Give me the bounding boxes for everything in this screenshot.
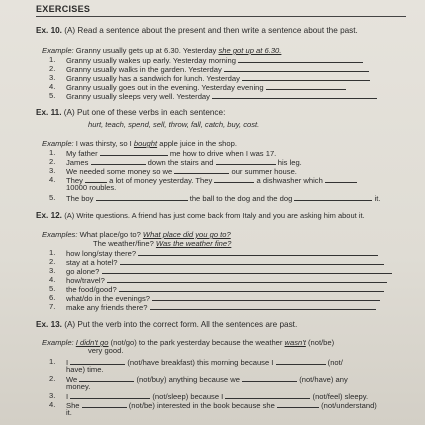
- answer-blank[interactable]: [100, 148, 168, 156]
- answer-blank[interactable]: [91, 157, 146, 165]
- item-number: 2.: [49, 157, 56, 166]
- example-label: Example:: [42, 338, 74, 347]
- answer-blank[interactable]: [150, 302, 376, 310]
- item-text: a lot of money yesterday. They: [109, 176, 213, 185]
- answer-blank[interactable]: [225, 391, 310, 399]
- answer-blank[interactable]: [216, 157, 276, 165]
- example-answer: Was the weather fine?: [155, 239, 232, 248]
- item-number: 4.: [49, 275, 56, 284]
- answer-blank[interactable]: [238, 55, 363, 63]
- ex13-item-2-cont: money.: [66, 382, 91, 391]
- item-text: Granny usually goes out in the evening. Yesterday evening: [66, 83, 264, 92]
- ex11-number: Ex. 11.: [36, 108, 62, 117]
- item-number: 3.: [49, 266, 56, 275]
- item-number: 3.: [49, 73, 56, 82]
- answer-blank[interactable]: [85, 175, 107, 183]
- item-text: I: [66, 392, 69, 401]
- answer-blank[interactable]: [138, 248, 378, 256]
- example-text: apple juice in the shop.: [159, 139, 237, 148]
- example-text: Granny usually gets up at 6.30. Yesterday: [75, 46, 217, 55]
- answer-blank[interactable]: [212, 91, 377, 99]
- item-text: Granny usually has a sandwich for lunch. Yesterday: [66, 74, 240, 83]
- item-text: (not/have) any: [299, 375, 348, 384]
- answer-blank[interactable]: [242, 73, 370, 81]
- ex12-item-7: [66, 302, 376, 312]
- ex13-item-1: [66, 357, 343, 367]
- item-number: 2.: [49, 374, 56, 383]
- ex12-instruction: (A) Write questions. A friend has just come back from Italy and you are asking him about it.: [64, 211, 365, 220]
- ex12-example-2: [93, 239, 231, 248]
- item-text: what/do in the evenings?: [66, 294, 151, 303]
- item-text: Granny usually wakes up early. Yesterday morning: [66, 56, 236, 65]
- answer-blank[interactable]: [120, 257, 384, 265]
- item-number: 1.: [49, 248, 56, 257]
- example-label: Example:: [42, 46, 74, 55]
- item-text: Granny usually walks in the garden. Yesterday: [66, 65, 222, 74]
- answer-blank[interactable]: [107, 275, 387, 283]
- item-number: 3.: [49, 166, 56, 175]
- example-label: Example:: [42, 139, 74, 148]
- example-text: (not/go) to the park yesterday because the weather: [110, 338, 283, 347]
- answer-blank[interactable]: [82, 400, 127, 408]
- ex13-instruction: (A) Put the verb into the correct form. All the sentences are past.: [64, 320, 298, 329]
- example-text: (not/be): [307, 338, 335, 347]
- item-text: (not/be) interested in the book because she: [128, 401, 275, 410]
- item-text: make any friends there?: [66, 303, 148, 312]
- ex13-example: [42, 338, 334, 347]
- example-answer: wasn't: [284, 338, 306, 347]
- ex13-heading: [36, 320, 297, 330]
- answer-blank[interactable]: [102, 266, 392, 274]
- ex10-number: Ex. 10.: [36, 26, 62, 35]
- item-text: (not/feel) sleepy.: [312, 392, 369, 401]
- ex10-example: [42, 46, 281, 55]
- ex13-example-cont: very good.: [88, 346, 124, 355]
- answer-blank[interactable]: [224, 64, 369, 72]
- item-number: 5.: [49, 284, 56, 293]
- item-number: 2.: [49, 257, 56, 266]
- item-text: the food/good?: [66, 285, 117, 294]
- item-text: a dishwasher which: [256, 176, 323, 185]
- item-text: (not/: [327, 358, 343, 367]
- answer-blank[interactable]: [79, 374, 134, 382]
- item-text: stay at a hotel?: [66, 258, 118, 267]
- item-number: 2.: [49, 64, 56, 73]
- answer-blank[interactable]: [214, 175, 254, 183]
- example-answer: she got up at 6.30.: [218, 46, 282, 55]
- item-text: (not/understand): [321, 401, 377, 410]
- answer-blank[interactable]: [152, 293, 380, 301]
- item-number: 6.: [49, 293, 56, 302]
- item-text: (not/buy) anything because we: [136, 375, 240, 384]
- item-number: 1.: [49, 357, 56, 366]
- item-number: 4.: [49, 175, 56, 184]
- item-text: We: [66, 375, 78, 384]
- answer-blank[interactable]: [70, 391, 150, 399]
- item-text: We needed some money so we: [66, 167, 173, 176]
- answer-blank[interactable]: [119, 284, 384, 292]
- ex11-item-5: [66, 193, 380, 203]
- item-text: (not/have breakfast) this morning because I: [127, 358, 274, 367]
- example-answer: I didn't go: [75, 338, 109, 347]
- item-text: down the stairs and: [147, 158, 214, 167]
- ex13-item-2: [66, 374, 348, 384]
- example-text: The weather/fine?: [93, 239, 154, 248]
- item-text: his leg.: [277, 158, 302, 167]
- item-text: I: [66, 358, 69, 367]
- ex11-instruction: (A) Put one of these verbs in each sentence:: [63, 108, 226, 117]
- item-text: the ball to the dog and the dog: [189, 194, 293, 203]
- ex12-heading: [36, 211, 365, 221]
- ex10-item-5: [66, 91, 377, 101]
- example-answer: What place did you go to?: [142, 230, 231, 239]
- item-number: 1.: [49, 148, 56, 157]
- answer-blank[interactable]: [242, 374, 297, 382]
- ex13-item-4: [66, 400, 377, 410]
- ex11-verb-list: hurt, teach, spend, sell, throw, fall, catch, buy, cost.: [88, 120, 260, 129]
- answer-blank[interactable]: [276, 357, 326, 365]
- answer-blank[interactable]: [70, 357, 125, 365]
- item-number: 5.: [49, 91, 56, 100]
- answer-blank[interactable]: [266, 82, 346, 90]
- title-divider: [36, 16, 406, 17]
- ex13-item-4-cont: it.: [66, 408, 72, 417]
- item-text: how long/stay there?: [66, 249, 137, 258]
- item-text: The boy: [66, 194, 94, 203]
- item-text: go alone?: [66, 267, 100, 276]
- ex12-number: Ex. 12.: [36, 211, 62, 220]
- item-number: 3.: [49, 391, 56, 400]
- item-text: James: [66, 158, 89, 167]
- ex11-example: [42, 139, 237, 148]
- ex13-item-1-cont: have) time.: [66, 365, 104, 374]
- answer-blank[interactable]: [96, 193, 188, 201]
- example-answer: bought: [133, 139, 158, 148]
- ex11-item-4-cont: 10000 roubles.: [66, 183, 117, 192]
- item-text: Granny usually sleeps very well. Yesterday: [66, 92, 210, 101]
- item-text: it.: [374, 194, 381, 203]
- example-text: What place/go to?: [79, 230, 141, 239]
- ex10-instruction: (A) Read a sentence about the present and then write a sentence about the past.: [64, 26, 358, 35]
- answer-blank[interactable]: [325, 175, 357, 183]
- item-number: 4.: [49, 400, 56, 409]
- item-number: 4.: [49, 82, 56, 91]
- example-text: I was thirsty, so I: [75, 139, 132, 148]
- item-number: 7.: [49, 302, 56, 311]
- item-number: 1.: [49, 55, 56, 64]
- item-text: My father: [66, 149, 98, 158]
- answer-blank[interactable]: [277, 400, 319, 408]
- item-number: 5.: [49, 193, 56, 202]
- item-text: how/travel?: [66, 276, 105, 285]
- item-text: They: [66, 176, 83, 185]
- item-text: (not/sleep) because I: [152, 392, 224, 401]
- ex13-number: Ex. 13.: [36, 320, 62, 329]
- item-text: me how to drive when I was 17.: [169, 149, 277, 158]
- ex11-heading: [36, 108, 225, 118]
- page-title: EXERCISES: [36, 4, 91, 14]
- item-text: our summer house.: [231, 167, 297, 176]
- ex12-example-1: [42, 230, 231, 239]
- answer-blank[interactable]: [174, 166, 229, 174]
- ex10-heading: [36, 26, 358, 36]
- answer-blank[interactable]: [294, 193, 372, 201]
- example-label: Examples:: [42, 230, 78, 239]
- item-text: She: [66, 401, 80, 410]
